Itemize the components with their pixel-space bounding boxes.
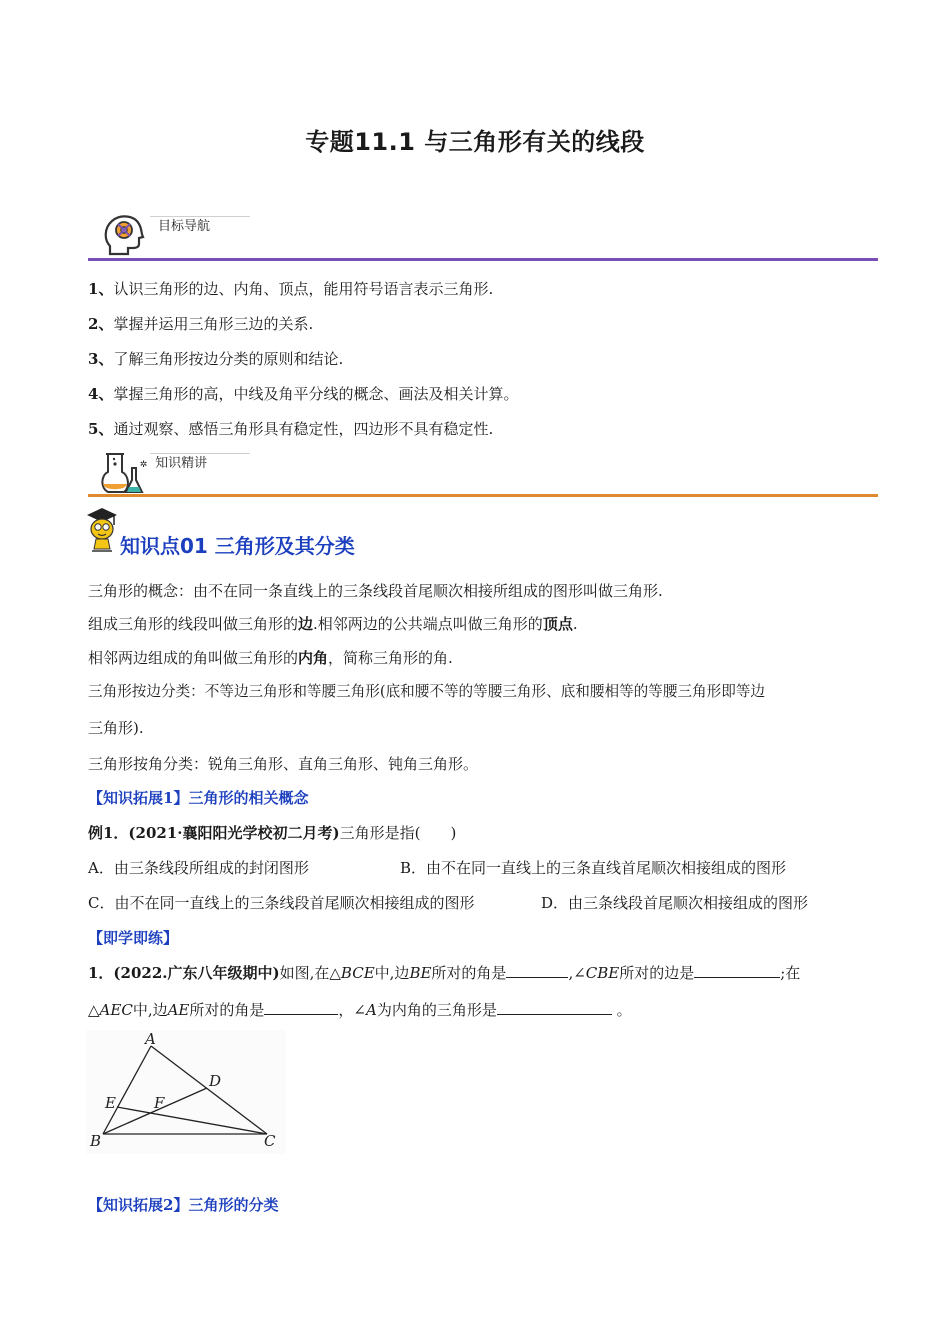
example-1-option-c: C．由不在同一直线上的三条线段首尾顺次相接组成的图形 — [88, 894, 475, 912]
graduate-icon — [84, 505, 120, 553]
segment-ac — [151, 1046, 267, 1134]
section-knowledge-deco-line — [150, 453, 250, 454]
vertex-label-d: D — [209, 1072, 222, 1090]
answer-blank[interactable] — [264, 999, 338, 1015]
answer-blank[interactable] — [506, 962, 568, 978]
example-1-option-b: B．由不在同一直线上的三条直线首尾顺次相接组成的图形 — [400, 859, 787, 877]
practice-heading: 【即学即练】 — [88, 929, 179, 947]
section-goal-deco-line — [150, 216, 250, 217]
triangle-figure — [86, 1030, 286, 1154]
knowledge-point-title: 知识点01 三角形及其分类 — [120, 534, 355, 558]
classify-by-angle: 三角形按角分类：锐角三角形、直角三角形、钝角三角形。 — [88, 755, 479, 773]
extension-heading-2: 【知识拓展2】三角形的分类 — [88, 1196, 279, 1214]
flask-icon — [98, 450, 144, 496]
section-goal-divider — [88, 258, 878, 261]
angle-paragraph: 相邻两边组成的角叫做三角形的内角，简称三角形的角. — [88, 649, 453, 667]
goal-item: 3、了解三角形按边分类的原则和结论. — [88, 350, 344, 368]
goal-item: 1、认识三角形的边、内角、顶点，能用符号语言表示三角形. — [88, 280, 494, 298]
concept-paragraph: 三角形的概念：由不在同一条直线上的三条线段首尾顺次相接所组成的图形叫做三角形. — [88, 582, 663, 600]
example-1-stem: 例1．(2021·襄阳阳光学校初二月考)三角形是指( ) — [88, 824, 457, 842]
vertex-label-c: C — [264, 1132, 276, 1150]
sparkle-icon: ✲ — [140, 456, 148, 470]
classify-by-side: 三角形按边分类：不等边三角形和等腰三角形(底和腰不等的等腰三角形、底和腰相等的等腰三角形即等边 — [88, 683, 766, 700]
goal-item: 4、掌握三角形的高，中线及角平分线的概念、画法及相关计算。 — [88, 385, 519, 403]
section-knowledge-divider — [88, 494, 878, 497]
goal-item: 5、通过观察、感悟三角形具有稳定性，四边形不具有稳定性. — [88, 420, 494, 438]
segment-ab — [103, 1046, 151, 1134]
question-1-line-1: 1．(2022.广东八年级期中)如图,在△BCE中,边BE所对的角是 ,∠CBE所对的边是 ;在 — [88, 964, 801, 982]
edge-vertex-paragraph: 组成三角形的线段叫做三角形的边.相邻两边的公共端点叫做三角形的顶点. — [88, 615, 578, 633]
question-1-line-2: △AEC中,边AE所对的角是 ，∠A为内角的三角形是 。 — [88, 1001, 632, 1019]
classify-by-side-cont: 三角形). — [88, 719, 144, 737]
goal-item: 2、掌握并运用三角形三边的关系. — [88, 315, 314, 333]
example-1-option-a: A．由三条线段所组成的封闭图形 — [88, 859, 309, 877]
extension-heading-1: 【知识拓展1】三角形的相关概念 — [88, 789, 309, 807]
vertex-label-a: A — [145, 1030, 156, 1048]
section-goal-label: 目标导航 — [158, 219, 211, 234]
vertex-label-e: E — [105, 1094, 116, 1112]
answer-blank[interactable] — [694, 962, 780, 978]
head-icon — [100, 210, 150, 260]
vertex-label-b: B — [90, 1132, 102, 1150]
section-knowledge-label: ✲ 知识精讲 — [140, 456, 208, 471]
page-title: 专题11.1 与三角形有关的线段 — [305, 128, 645, 156]
answer-blank[interactable] — [497, 999, 612, 1015]
vertex-label-f: F — [154, 1094, 165, 1112]
segment-ec — [117, 1107, 267, 1134]
example-1-option-d: D．由三条线段首尾顺次相接组成的图形 — [541, 894, 809, 912]
